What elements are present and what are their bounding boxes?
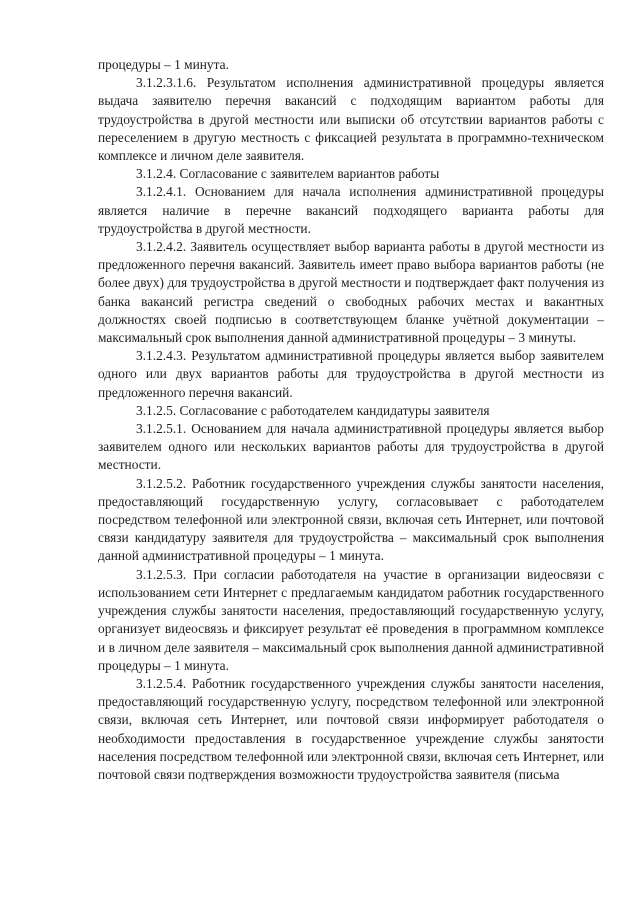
paragraph-continuation: процедуры – 1 минута.: [98, 57, 229, 72]
document-body: [98, 56, 604, 784]
paragraph-3-1-2-4-3: 3.1.2.4.3. Результатом административной процедуры является выбор заявителем одного или двух вариантов работы для трудоустройства в другой местности из предложенного перечня вакансий.: [98, 348, 604, 400]
paragraph-3-1-2-4-2: 3.1.2.4.2. Заявитель осуществляет выбор варианта работы в другой местности из предложенного перечня вакансий. Заявитель имеет право выбора вариантов работы (не более двух) для трудоустройства в другой местности и подтверждает факт получения из банка вакансий регистра сведений о свободных рабочих местах и вакантных должностях своей подписью в соответствующем бланке учётной документации – максимальный срок выполнения данной административной процедуры – 3 минуты.: [98, 239, 604, 346]
paragraph-3-1-2-3-1-6: 3.1.2.3.1.6. Результатом исполнения административной процедуры является выдача заявителю перечня вакансий с подходящим вариантом работы для трудоустройства в другой местности или выписки об отсутствии вариантов работы с переселением в другую местность с фиксацией результата в программно-техническом комплексе и личном деле заявителя.: [98, 75, 604, 164]
paragraph-3-1-2-5-1: 3.1.2.5.1. Основанием для начала административной процедуры является выбор заявителем одного или нескольких вариантов работы для трудоустройства в другой местности.: [98, 421, 604, 473]
paragraph-3-1-2-5-2: 3.1.2.5.2. Работник государственного учреждения службы занятости населения, предоставляющий государственную услугу, согласовывает с работодателем посредством телефонной или электронной связи, включая сеть Интернет, или почтовой связи кандидатуру заявителя для трудоустройства – максимальный срок выполнения данной административной процедуры – 1 минута.: [98, 475, 604, 564]
section-heading-3-1-2-5: 3.1.2.5. Согласование с работодателем кандидатуры заявителя: [136, 402, 490, 418]
section-heading-3-1-2-4: 3.1.2.4. Согласование с заявителем вариантов работы: [136, 166, 440, 182]
paragraph-3-1-2-5-3: 3.1.2.5.3. При согласии работодателя на участие в организации видеосвязи с использованием сети Интернет с предлагаемым кандидатом работник государственного учреждения службы занятости населения, предоставляющий государственную услугу, организует видеосвязь и фиксирует результат её проведения в программном комплексе и в личном деле заявителя – максимальный срок выполнения данной административной процедуры – 1 минута.: [98, 566, 604, 673]
paragraph-3-1-2-4-1: 3.1.2.4.1. Основанием для начала исполнения административной процедуры является наличие в перечне вакансий подходящего варианта работы для трудоустройства в другой местности.: [98, 184, 604, 236]
paragraph-3-1-2-5-4: 3.1.2.5.4. Работник государственного учреждения службы занятости населения, предоставляющий государственную услугу, посредством телефонной или электронной связи, включая сеть Интернет, или почтовой связи информирует работодателя о необходимости предоставления в государственное учреждение службы занятости населения посредством телефонной или электронной связи, включая сеть Интернет, или почтовой связи подтверждения возможности трудоустройства заявителя (письма: [98, 675, 604, 782]
